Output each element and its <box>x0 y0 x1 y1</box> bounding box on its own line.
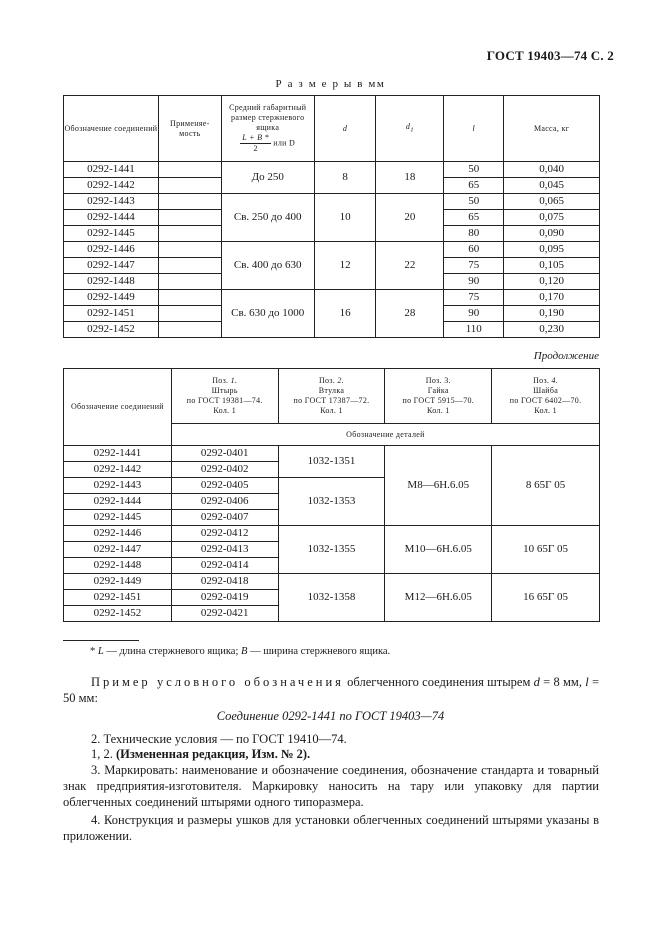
pos3-name: Гайка <box>427 386 449 395</box>
cell-application <box>158 162 221 178</box>
pos2-number: 2. <box>337 376 345 385</box>
cell-l: 90 <box>444 274 504 290</box>
cell-washer: 8 65Г 05 <box>492 446 600 526</box>
cell-code: 0292-1445 <box>64 226 159 242</box>
cell-application <box>158 274 221 290</box>
fraction-den: 2 <box>253 144 258 153</box>
cell-code: 0292-1447 <box>64 258 159 274</box>
fraction-num: L + B * <box>242 133 269 142</box>
item-1-2 <box>63 746 599 762</box>
cell-pin: 0292-0419 <box>171 590 278 606</box>
cell-application <box>158 290 221 306</box>
footnote-text2: — ширина стержневого ящика. <box>247 646 391 657</box>
table2-caption: Продолжение <box>533 350 599 362</box>
cell-mass: 0,190 <box>504 306 600 322</box>
table-header-row <box>64 96 600 162</box>
item-1-2-number: 1, 2. <box>91 747 116 761</box>
col-size-label: Средний габаритный размер стержневого ящика <box>229 103 307 132</box>
cell-code: 0292-1449 <box>64 574 172 590</box>
page-header: ГОСТ 19403—74 С. 2 <box>486 48 614 63</box>
cell-code: 0292-1448 <box>64 274 159 290</box>
cell-code: 0292-1445 <box>64 510 172 526</box>
pos2-qty: Кол. 1 <box>320 406 343 415</box>
cell-pin: 0292-0407 <box>171 510 278 526</box>
footnote-star: * <box>90 646 96 657</box>
table-row <box>64 526 600 542</box>
cell-application <box>158 242 221 258</box>
size-fraction <box>240 133 271 154</box>
pos1-qty: Кол. 1 <box>213 406 237 415</box>
cell-pin: 0292-0418 <box>171 574 278 590</box>
cell-bushing: 1032-1355 <box>278 526 385 574</box>
pos1-name: Штырь <box>211 386 238 395</box>
col-mass: Масса, кг <box>504 96 600 162</box>
cell-code: 0292-1443 <box>64 478 172 494</box>
example-paragraph <box>63 674 599 706</box>
pos3-standard: по ГОСТ 5915—70. <box>402 396 475 405</box>
cell-l: 90 <box>444 306 504 322</box>
table-row <box>64 446 600 462</box>
pos4-label: Поз. <box>533 376 550 385</box>
col-d1 <box>376 96 444 162</box>
pos1-standard: по ГОСТ 19381—74. <box>186 396 263 405</box>
cell-nut: М10—6Н.6.05 <box>385 526 492 574</box>
col-l: l <box>444 96 504 162</box>
footnote-B: B <box>241 646 248 657</box>
cell-pin: 0292-0414 <box>171 558 278 574</box>
cell-nut: М12—6Н.6.05 <box>385 574 492 622</box>
table-header-row <box>64 369 600 424</box>
cell-d: 10 <box>314 194 376 242</box>
col-pos2 <box>278 369 385 424</box>
example-text: облегченного соединения штырем <box>343 675 534 689</box>
col-designation: Обозначение соединений <box>64 96 159 162</box>
cell-bushing: 1032-1353 <box>278 478 385 526</box>
parts-subheader: Обозначение деталей <box>171 424 599 446</box>
example-d-symbol: d <box>533 675 540 689</box>
cell-mass: 0,105 <box>504 258 600 274</box>
cell-size: До 250 <box>221 162 314 194</box>
cell-l: 80 <box>444 226 504 242</box>
cell-pin: 0292-0412 <box>171 526 278 542</box>
d1-sub: 1 <box>410 126 414 134</box>
cell-pin: 0292-0406 <box>171 494 278 510</box>
cell-l: 110 <box>444 322 504 338</box>
cell-d1: 20 <box>376 194 444 242</box>
pos1-label: Поз. <box>212 376 229 385</box>
col-application: Применяе- мость <box>158 96 221 162</box>
cell-bushing: 1032-1351 <box>278 446 385 478</box>
cell-code: 0292-1448 <box>64 558 172 574</box>
cell-code: 0292-1442 <box>64 178 159 194</box>
col-designation: Обозначение соединений <box>64 369 172 446</box>
item-2: 2. Технические условия — по ГОСТ 19410—74. <box>91 732 347 746</box>
col-d: d <box>314 96 376 162</box>
cell-application <box>158 210 221 226</box>
cell-mass: 0,120 <box>504 274 600 290</box>
item-4: 4. Конструкция и размеры ушков для установки облегченных соединений штырями указаны в приложении. <box>63 813 599 843</box>
cell-size: Св. 630 до 1000 <box>221 290 314 338</box>
table1-caption: Р а з м е р ы в мм <box>275 78 386 90</box>
dimensions-table <box>63 95 600 338</box>
cell-code: 0292-1444 <box>64 494 172 510</box>
cell-l: 50 <box>444 194 504 210</box>
cell-l: 50 <box>444 162 504 178</box>
cell-mass: 0,040 <box>504 162 600 178</box>
parts-table <box>63 368 600 622</box>
pos3-qty: Кол. 1 <box>426 406 450 415</box>
cell-pin: 0292-0402 <box>171 462 278 478</box>
cell-pin: 0292-0421 <box>171 606 278 622</box>
cell-l: 60 <box>444 242 504 258</box>
footnote <box>90 646 390 657</box>
cell-mass: 0,045 <box>504 178 600 194</box>
table-row <box>64 194 600 210</box>
col-size <box>221 96 314 162</box>
cell-application <box>158 322 221 338</box>
cell-application <box>158 306 221 322</box>
cell-pin: 0292-0405 <box>171 478 278 494</box>
d1-base: d <box>405 122 411 132</box>
cell-l: 75 <box>444 258 504 274</box>
cell-d1: 28 <box>376 290 444 338</box>
cell-mass: 0,075 <box>504 210 600 226</box>
example-l-symbol: l <box>585 675 589 689</box>
cell-d: 8 <box>314 162 376 194</box>
cell-l: 75 <box>444 290 504 306</box>
pos4-qty: Кол. 1 <box>534 406 557 415</box>
cell-mass: 0,065 <box>504 194 600 210</box>
cell-code: 0292-1451 <box>64 590 172 606</box>
cell-code: 0292-1452 <box>64 322 159 338</box>
cell-code: 0292-1452 <box>64 606 172 622</box>
cell-pin: 0292-0401 <box>171 446 278 462</box>
pos4-standard: по ГОСТ 6402—70. <box>509 396 582 405</box>
pos2-name: Втулка <box>318 386 345 395</box>
table-row <box>64 290 600 306</box>
cell-code: 0292-1444 <box>64 210 159 226</box>
cell-l: 65 <box>444 178 504 194</box>
cell-size: Св. 250 до 400 <box>221 194 314 242</box>
item-3: 3. Маркировать: наименование и обозначение соединения, обозначение стандарта и товарный знак предприятия-изготовителя. Маркировку наносить на тару или упаковку для партии облегченных соединений штырями одного типоразмера. <box>63 763 599 809</box>
cell-code: 0292-1441 <box>64 446 172 462</box>
cell-pin: 0292-0413 <box>171 542 278 558</box>
cell-washer: 16 65Г 05 <box>492 574 600 622</box>
cell-mass: 0,090 <box>504 226 600 242</box>
item-1-2-note: (Измененная редакция, Изм. № 2). <box>116 747 311 761</box>
cell-mass: 0,230 <box>504 322 600 338</box>
col-pos1 <box>171 369 278 424</box>
cell-bushing: 1032-1358 <box>278 574 385 622</box>
cell-code: 0292-1446 <box>64 242 159 258</box>
footnote-rule <box>63 640 139 641</box>
cell-application <box>158 178 221 194</box>
cell-nut: М8—6Н.6.05 <box>385 446 492 526</box>
cell-application <box>158 226 221 242</box>
footnote-L: L <box>97 646 104 657</box>
cell-code: 0292-1451 <box>64 306 159 322</box>
table-row <box>64 574 600 590</box>
table-row <box>64 242 600 258</box>
cell-code: 0292-1443 <box>64 194 159 210</box>
example-designation: Соединение 0292-1441 по ГОСТ 19403—74 <box>216 709 445 723</box>
cell-d: 16 <box>314 290 376 338</box>
pos4-number: 4. <box>551 376 559 385</box>
pos2-label: Поз. <box>318 376 336 385</box>
cell-washer: 10 65Г 05 <box>492 526 600 574</box>
cell-application <box>158 258 221 274</box>
cell-d: 12 <box>314 242 376 290</box>
example-d-value: = 8 мм, <box>539 675 582 689</box>
col-pos3 <box>385 369 492 424</box>
cell-code: 0292-1449 <box>64 290 159 306</box>
pos1-number: 1. <box>230 376 238 385</box>
cell-mass: 0,095 <box>504 242 600 258</box>
cell-size: Св. 400 до 630 <box>221 242 314 290</box>
table-row <box>64 162 600 178</box>
col-size-tail: или D <box>273 138 296 148</box>
example-l-value: = 50 мм: <box>63 675 600 705</box>
cell-l: 65 <box>444 210 504 226</box>
cell-d1: 18 <box>376 162 444 194</box>
cell-code: 0292-1446 <box>64 526 172 542</box>
pos2-standard: по ГОСТ 17387—72. <box>293 396 370 405</box>
cell-application <box>158 194 221 210</box>
pos3-label: Поз. 3. <box>425 376 451 385</box>
cell-d1: 22 <box>376 242 444 290</box>
cell-mass: 0,170 <box>504 290 600 306</box>
footnote-text1: — длина стержневого ящика; <box>103 646 242 657</box>
cell-code: 0292-1442 <box>64 462 172 478</box>
cell-code: 0292-1441 <box>64 162 159 178</box>
cell-code: 0292-1447 <box>64 542 172 558</box>
pos4-name: Шайба <box>533 386 559 395</box>
col-pos4 <box>492 369 600 424</box>
example-spaced-label: Пример условного обозначения <box>91 675 344 689</box>
